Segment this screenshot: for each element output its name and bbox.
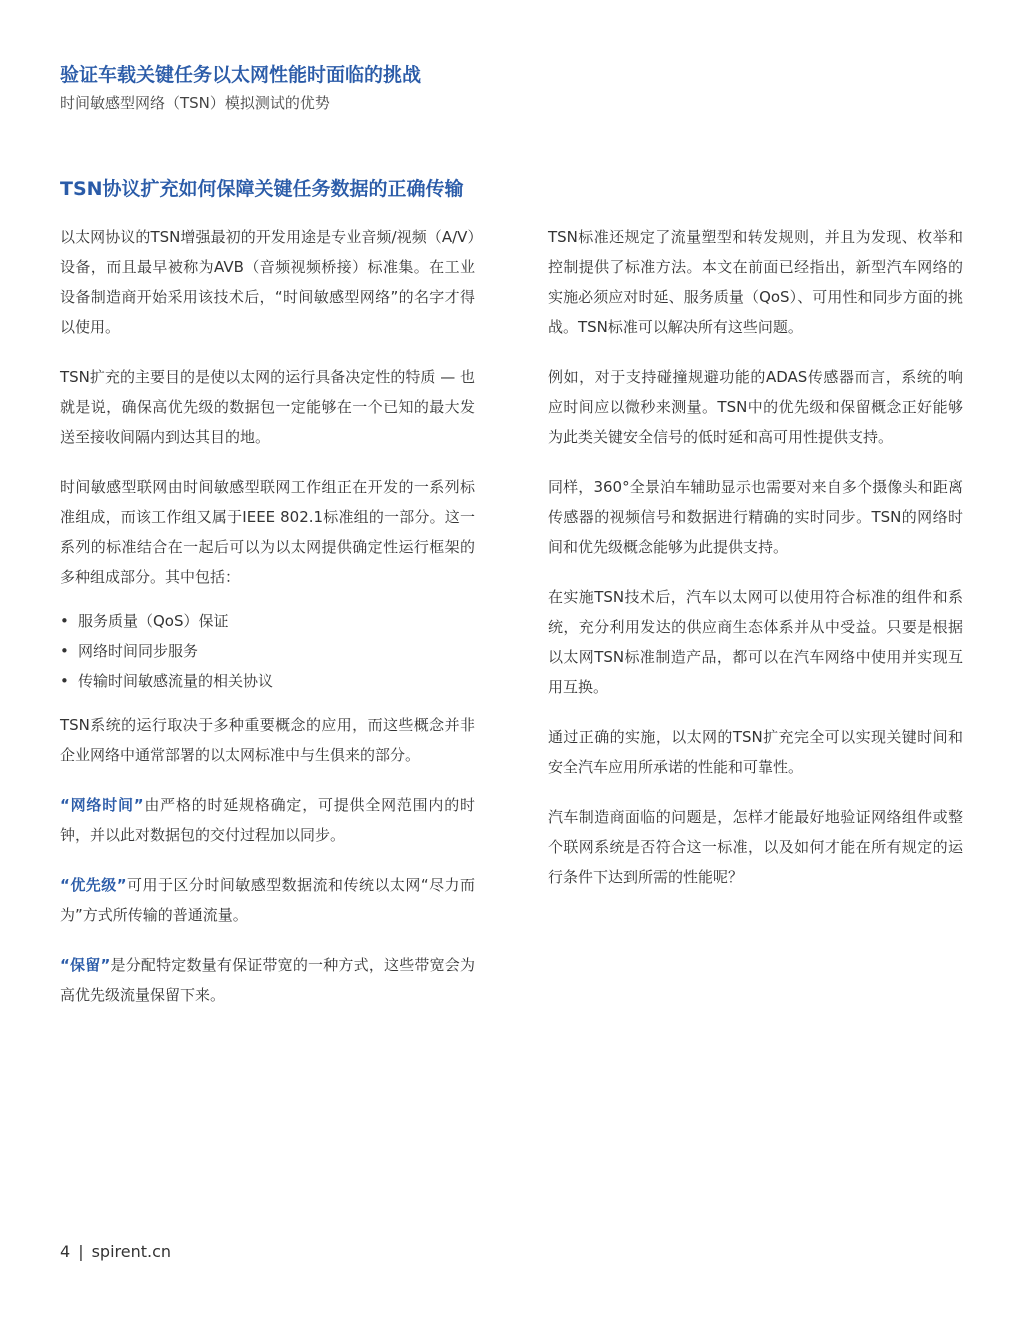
right-column (548, 222, 963, 912)
left-column (60, 222, 475, 1030)
list-item (60, 636, 475, 666)
list-item-text: 传输时间敏感流量的相关协议 (78, 672, 274, 690)
definition-priority: 可用于区分时间敏感型数据流和传统以太网“尽力而为”方式所传输的普通流量。 (60, 876, 475, 924)
bullet-icon: • (60, 612, 69, 630)
document-title: 验证车载关键任务以太网性能时面临的挑战 (60, 64, 422, 86)
paragraph-validation-question: 汽车制造商面临的问题是，怎样才能最好地验证网络组件或整个联网系统是否符合这一标准，以及如何才能在所有规定的运行条件下达到所需的性能呢？ (548, 808, 963, 886)
paragraph-reservation (60, 950, 475, 1010)
paragraph-reliability: 通过正确的实施，以太网的TSN扩充完全可以实现关键时间和安全汽车应用所承诺的性能和可靠性。 (548, 728, 963, 776)
site-link[interactable]: spirent.cn (91, 1242, 172, 1261)
document-subtitle: 时间敏感型网络（TSN）模拟测试的优势 (60, 94, 330, 112)
definition-reservation: 是分配特定数量有保证带宽的一种方式，这些带宽会为高优先级流量保留下来。 (60, 956, 475, 1004)
list-item-text: 服务质量（QoS）保证 (78, 612, 229, 630)
paragraph-network-time (60, 790, 475, 850)
list-item-text: 网络时间同步服务 (78, 642, 199, 660)
paragraph-parking-assist: 同样，360°全景泊车辅助显示也需要对来自多个摄像头和距离传感器的视频信号和数据进行精确的实时同步。TSN的网络时间和优先级概念能够为此提供支持。 (548, 478, 963, 556)
page-footer (60, 1242, 171, 1261)
paragraph-tsn-rules: TSN标准还规定了流量塑型和转发规则，并且为发现、枚举和控制提供了标准方法。本文在前面已经指出，新型汽车网络的实施必须应对时延、服务质量（QoS）、可用性和同步方面的挑战。TSN标准可以解决所有这些问题。 (548, 228, 963, 336)
paragraph-priority (60, 870, 475, 930)
term-network-time: “网络时间” (60, 796, 144, 814)
term-reservation: “保留” (60, 956, 111, 974)
paragraph-tsn-origin: 以太网协议的TSN增强最初的开发用途是专业音频/视频（A/V）设备，而且最早被称为AVB（音频视频桥接）标准集。在工业设备制造商开始采用该技术后，“时间敏感型网络”的名字才得以使用。 (60, 228, 475, 336)
term-priority: “优先级” (60, 876, 127, 894)
footer-separator: | (78, 1242, 84, 1261)
paragraph-tsn-purpose: TSN扩充的主要目的是使以太网的运行具备决定性的特质 — 也就是说，确保高优先级的数据包一定能够在一个已知的最大发送至接收间隔内到达其目的地。 (60, 368, 475, 446)
paragraph-adas-example: 例如，对于支持碰撞规避功能的ADAS传感器而言，系统的响应时间应以微秒来测量。TSN中的优先级和保留概念正好能够为此类关键安全信号的低时延和高可用性提供支持。 (548, 368, 963, 446)
paragraph-tsn-standards: 时间敏感型联网由时间敏感型联网工作组正在开发的一系列标准组成，而该工作组又属于IEEE 802.1标准组的一部分。这一系列的标准结合在一起后可以为以太网提供确定性运行框架的多种组成部分。其中包括： (60, 478, 475, 586)
bullet-icon: • (60, 642, 69, 660)
page-number: 4 (60, 1242, 71, 1261)
tsn-components-list (60, 606, 475, 696)
section-heading: TSN协议扩充如何保障关键任务数据的正确传输 (60, 178, 464, 200)
list-item (60, 606, 475, 636)
definition-network-time: 由严格的时延规格确定，可提供全网范围内的时钟，并以此对数据包的交付过程加以同步。 (60, 796, 475, 844)
paragraph-tsn-concepts: TSN系统的运行取决于多种重要概念的应用，而这些概念并非企业网络中通常部署的以太网标准中与生俱来的部分。 (60, 716, 475, 764)
bullet-icon: • (60, 672, 69, 690)
list-item (60, 666, 475, 696)
paragraph-ecosystem: 在实施TSN技术后，汽车以太网可以使用符合标准的组件和系统，充分利用发达的供应商生态体系并从中受益。只要是根据以太网TSN标准制造产品，都可以在汽车网络中使用并实现互用互换。 (548, 588, 963, 696)
